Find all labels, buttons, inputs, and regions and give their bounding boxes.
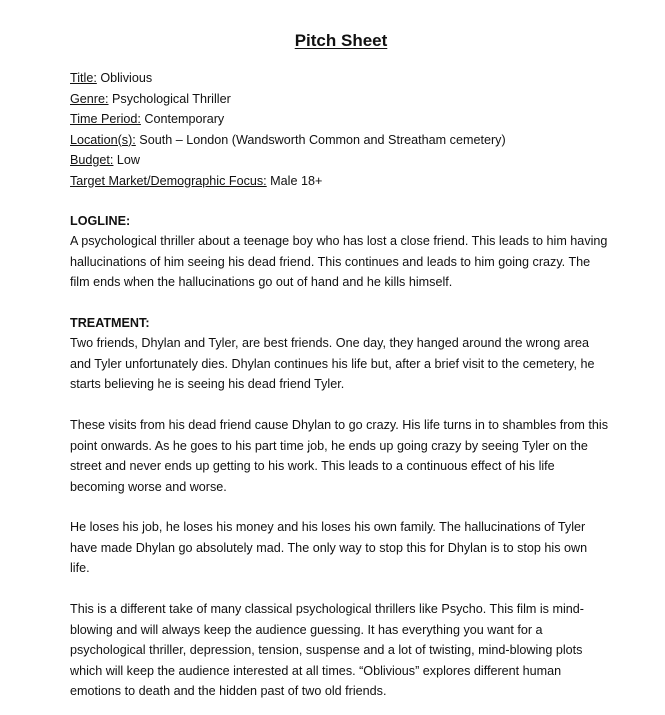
meta-location-line bbox=[70, 130, 650, 151]
treatment-paragraph-2: These visits from his dead friend cause Dhylan to go crazy. His life turns in to shambles from this point onwards. As he goes to his part time job, he ends up going crazy by seeing Tyler on the street and never ends up getting to his work. This leads to a continuous effect of his life becoming worse and worse. bbox=[70, 418, 609, 494]
logline-text: A psychological thriller about a teenage boy who has lost a close friend. This leads to him having hallucinations of him seeing his dead friend. This continues and leads to him going crazy. The film ends when the hallucinations go out of hand and he kills himself. bbox=[70, 234, 608, 290]
meta-location-label: Location(s): bbox=[70, 132, 136, 147]
meta-target-market-line bbox=[70, 171, 650, 192]
treatment-paragraph-1: Two friends, Dhylan and Tyler, are best friends. One day, they hanged around the wrong area and Tyler unfortunately dies. Dhylan continues his life but, after a brief visit to the cemetery, he starts believing he is seeing his dead friend Tyler. bbox=[70, 336, 595, 392]
meta-time-period-value: Contemporary bbox=[140, 112, 225, 126]
treatment-paragraph-4: This is a different take of many classical psychological thrillers like Psycho. This film is mind-blowing and will always keep the audience guessing. It has everything you want for a psychological thriller, depression, tension, suspense and a lot of twisting, mind-blowing plots which will keep the audience interested at all times. “Oblivious” explores different human emotions to death and the hidden past of two old friends. bbox=[70, 602, 584, 699]
meta-target-market-value: Male 18+ bbox=[266, 173, 323, 188]
page-title: Pitch Sheet bbox=[294, 31, 388, 50]
meta-location-value: South – London (Wandsworth Common and Streatham cemetery) bbox=[135, 132, 506, 147]
logline-heading: LOGLINE: bbox=[70, 214, 131, 228]
meta-title-line bbox=[70, 68, 650, 89]
meta-genre-line bbox=[70, 89, 650, 110]
meta-target-market-label: Target Market/Demographic Focus: bbox=[70, 173, 267, 188]
meta-genre-value: Psychological Thriller bbox=[108, 91, 231, 106]
meta-budget-value: Low bbox=[113, 153, 141, 167]
meta-title-label: Title: bbox=[70, 71, 97, 85]
treatment-paragraph-3: He loses his job, he loses his money and his loses his own family. The hallucinations of Tyler have made Dhylan go absolutely mad. The only way to stop this for Dhylan is to stop his own life. bbox=[70, 520, 588, 576]
meta-genre-label: Genre: bbox=[70, 91, 109, 106]
treatment-heading: TREATMENT: bbox=[70, 316, 150, 330]
meta-budget-line bbox=[70, 150, 650, 171]
meta-budget-label: Budget: bbox=[70, 153, 114, 167]
meta-title-value: Oblivious bbox=[96, 71, 153, 85]
meta-time-period-line bbox=[70, 109, 650, 130]
meta-time-period-label: Time Period: bbox=[70, 112, 141, 126]
pitch-metadata bbox=[70, 68, 650, 191]
